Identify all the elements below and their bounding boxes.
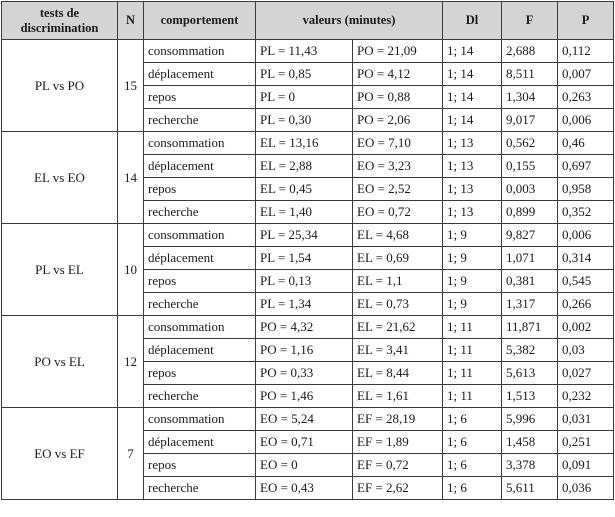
p-cell: 0,112	[558, 40, 614, 63]
p-cell: 0,03	[558, 339, 614, 362]
dl-cell: 1; 11	[443, 385, 502, 408]
test-label: EO vs EF	[2, 408, 118, 500]
value-1-cell: EO = 0	[256, 454, 353, 477]
behaviour-cell: repos	[144, 362, 256, 385]
value-1-cell: PL = 0,30	[256, 109, 353, 132]
value-2-cell: EO = 7,10	[353, 132, 443, 155]
behaviour-cell: déplacement	[144, 155, 256, 178]
f-cell: 3,378	[502, 454, 558, 477]
p-cell: 0,251	[558, 431, 614, 454]
behaviour-cell: recherche	[144, 109, 256, 132]
value-2-cell: EL = 3,41	[353, 339, 443, 362]
behaviour-cell: consommation	[144, 40, 256, 63]
behaviour-cell: repos	[144, 178, 256, 201]
f-cell: 0,003	[502, 178, 558, 201]
f-cell: 0,381	[502, 270, 558, 293]
p-cell: 0,027	[558, 362, 614, 385]
value-2-cell: EL = 1,1	[353, 270, 443, 293]
p-cell: 0,091	[558, 454, 614, 477]
value-1-cell: PO = 1,46	[256, 385, 353, 408]
f-cell: 2,688	[502, 40, 558, 63]
behaviour-cell: recherche	[144, 293, 256, 316]
header-f: F	[502, 2, 558, 40]
behaviour-cell: déplacement	[144, 431, 256, 454]
value-1-cell: EL = 2,88	[256, 155, 353, 178]
p-cell: 0,352	[558, 201, 614, 224]
f-cell: 9,827	[502, 224, 558, 247]
f-cell: 0,155	[502, 155, 558, 178]
f-cell: 1,317	[502, 293, 558, 316]
behaviour-cell: recherche	[144, 201, 256, 224]
p-cell: 0,263	[558, 86, 614, 109]
dl-cell: 1; 13	[443, 178, 502, 201]
dl-cell: 1; 14	[443, 86, 502, 109]
value-2-cell: EF = 1,89	[353, 431, 443, 454]
dl-cell: 1; 6	[443, 477, 502, 500]
dl-cell: 1; 14	[443, 63, 502, 86]
dl-cell: 1; 11	[443, 316, 502, 339]
sample-size: 15	[118, 40, 144, 132]
f-cell: 11,871	[502, 316, 558, 339]
dl-cell: 1; 6	[443, 454, 502, 477]
table-row	[2, 408, 614, 431]
dl-cell: 1; 11	[443, 362, 502, 385]
p-cell: 0,697	[558, 155, 614, 178]
header-values: valeurs (minutes)	[256, 2, 443, 40]
dl-cell: 1; 11	[443, 339, 502, 362]
dl-cell: 1; 6	[443, 408, 502, 431]
value-2-cell: PO = 21,09	[353, 40, 443, 63]
f-cell: 5,996	[502, 408, 558, 431]
f-cell: 8,511	[502, 63, 558, 86]
p-cell: 0,006	[558, 224, 614, 247]
dl-cell: 1; 9	[443, 270, 502, 293]
behaviour-cell: déplacement	[144, 247, 256, 270]
p-cell: 0,002	[558, 316, 614, 339]
value-1-cell: EO = 5,24	[256, 408, 353, 431]
p-cell: 0,232	[558, 385, 614, 408]
dl-cell: 1; 13	[443, 201, 502, 224]
value-1-cell: EO = 0,43	[256, 477, 353, 500]
value-2-cell: EL = 0,73	[353, 293, 443, 316]
table-row	[2, 316, 614, 339]
f-cell: 9,017	[502, 109, 558, 132]
f-cell: 0,899	[502, 201, 558, 224]
results-table	[1, 1, 614, 500]
test-label: PL vs PO	[2, 40, 118, 132]
header-test: tests de discrimination	[2, 2, 118, 40]
value-1-cell: EO = 0,71	[256, 431, 353, 454]
behaviour-cell: recherche	[144, 477, 256, 500]
f-cell: 5,611	[502, 477, 558, 500]
value-2-cell: EF = 2,62	[353, 477, 443, 500]
value-2-cell: EF = 28,19	[353, 408, 443, 431]
value-2-cell: EL = 8,44	[353, 362, 443, 385]
p-cell: 0,266	[558, 293, 614, 316]
p-cell: 0,031	[558, 408, 614, 431]
value-1-cell: PL = 0,85	[256, 63, 353, 86]
table-row	[2, 224, 614, 247]
f-cell: 1,071	[502, 247, 558, 270]
behaviour-cell: repos	[144, 270, 256, 293]
header-dl: Dl	[443, 2, 502, 40]
value-1-cell: PO = 0,33	[256, 362, 353, 385]
dl-cell: 1; 13	[443, 132, 502, 155]
behaviour-cell: recherche	[144, 385, 256, 408]
dl-cell: 1; 6	[443, 431, 502, 454]
f-cell: 1,513	[502, 385, 558, 408]
value-2-cell: EO = 0,72	[353, 201, 443, 224]
value-2-cell: EL = 1,61	[353, 385, 443, 408]
p-cell: 0,006	[558, 109, 614, 132]
value-2-cell: PO = 2,06	[353, 109, 443, 132]
table-body	[2, 40, 614, 500]
behaviour-cell: repos	[144, 454, 256, 477]
f-cell: 5,382	[502, 339, 558, 362]
dl-cell: 1; 9	[443, 247, 502, 270]
behaviour-cell: consommation	[144, 132, 256, 155]
value-2-cell: EL = 21,62	[353, 316, 443, 339]
value-1-cell: PL = 25,34	[256, 224, 353, 247]
header-behaviour: comportement	[144, 2, 256, 40]
f-cell: 5,613	[502, 362, 558, 385]
value-2-cell: EL = 4,68	[353, 224, 443, 247]
behaviour-cell: consommation	[144, 316, 256, 339]
sample-size: 14	[118, 132, 144, 224]
f-cell: 1,458	[502, 431, 558, 454]
dl-cell: 1; 9	[443, 293, 502, 316]
value-1-cell: EL = 1,40	[256, 201, 353, 224]
dl-cell: 1; 13	[443, 155, 502, 178]
value-1-cell: PL = 11,43	[256, 40, 353, 63]
p-cell: 0,036	[558, 477, 614, 500]
header-n: N	[118, 2, 144, 40]
behaviour-cell: déplacement	[144, 63, 256, 86]
sample-size: 12	[118, 316, 144, 408]
p-cell: 0,46	[558, 132, 614, 155]
behaviour-cell: déplacement	[144, 339, 256, 362]
value-1-cell: EL = 13,16	[256, 132, 353, 155]
header-row	[2, 2, 614, 40]
behaviour-cell: repos	[144, 86, 256, 109]
f-cell: 1,304	[502, 86, 558, 109]
value-1-cell: EL = 0,45	[256, 178, 353, 201]
value-1-cell: PL = 0,13	[256, 270, 353, 293]
header-p: P	[558, 2, 614, 40]
value-1-cell: PL = 0	[256, 86, 353, 109]
p-cell: 0,007	[558, 63, 614, 86]
behaviour-cell: consommation	[144, 224, 256, 247]
value-2-cell: EL = 0,69	[353, 247, 443, 270]
behaviour-cell: consommation	[144, 408, 256, 431]
dl-cell: 1; 14	[443, 109, 502, 132]
sample-size: 7	[118, 408, 144, 500]
test-label: PL vs EL	[2, 224, 118, 316]
value-1-cell: PO = 1,16	[256, 339, 353, 362]
value-2-cell: PO = 4,12	[353, 63, 443, 86]
dl-cell: 1; 9	[443, 224, 502, 247]
p-cell: 0,958	[558, 178, 614, 201]
p-cell: 0,314	[558, 247, 614, 270]
value-2-cell: EO = 2,52	[353, 178, 443, 201]
p-cell: 0,545	[558, 270, 614, 293]
sample-size: 10	[118, 224, 144, 316]
table-row	[2, 40, 614, 63]
f-cell: 0,562	[502, 132, 558, 155]
value-2-cell: PO = 0,88	[353, 86, 443, 109]
table-row	[2, 132, 614, 155]
value-2-cell: EF = 0,72	[353, 454, 443, 477]
dl-cell: 1; 14	[443, 40, 502, 63]
value-1-cell: PL = 1,34	[256, 293, 353, 316]
test-label: PO vs EL	[2, 316, 118, 408]
value-1-cell: PO = 4,32	[256, 316, 353, 339]
value-1-cell: PL = 1,54	[256, 247, 353, 270]
value-2-cell: EO = 3,23	[353, 155, 443, 178]
test-label: EL vs EO	[2, 132, 118, 224]
